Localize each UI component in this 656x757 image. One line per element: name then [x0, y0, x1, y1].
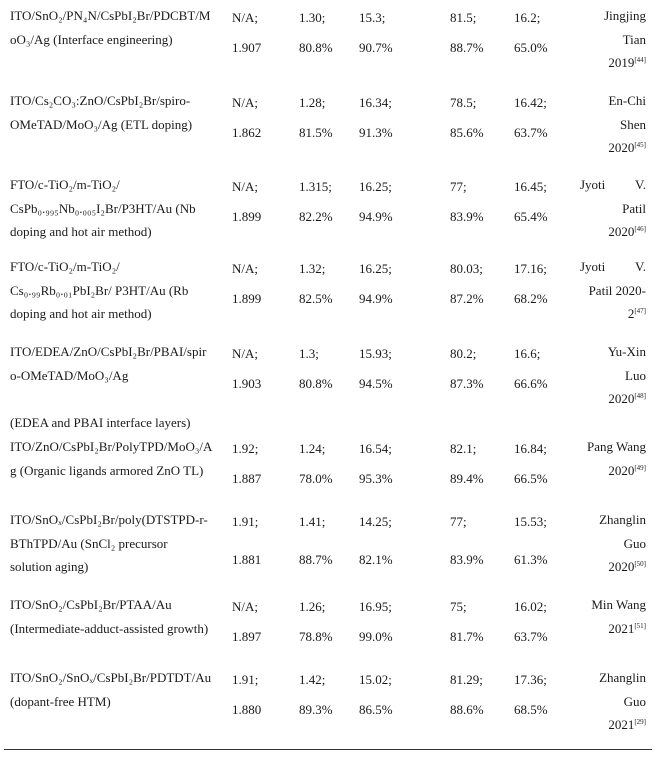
pce-field-top: 78.5; — [450, 95, 477, 110]
device-structure — [10, 255, 222, 326]
ff-field-bottom: 86.5% — [359, 702, 393, 717]
reference-author: Jyoti V. — [580, 259, 646, 274]
citation-number: [29] — [634, 718, 646, 726]
pce-field-bottom: 83.9% — [450, 552, 484, 567]
device-line: ITO/SnOₓ/CsPbI₂Br/poly(DTSTPD-r- — [10, 512, 208, 527]
pce-value-bottom: 65.0% — [514, 40, 548, 55]
citation-number: [50] — [634, 560, 646, 568]
reference-author: Luo — [625, 367, 646, 383]
device-line: FTO/c-TiO₂/m-TiO₂/ — [10, 259, 120, 274]
pce-field-bottom: 85.6% — [450, 125, 484, 140]
voc-field-bottom: 1.903 — [232, 376, 262, 391]
citation-number: [47] — [634, 307, 646, 315]
pce-value-bottom: 61.3% — [514, 552, 548, 567]
voc-field-top: N/A; — [232, 10, 258, 25]
ff-field-top: 14.25; — [359, 514, 392, 529]
device-line: ITO/SnO₂/SnOₓ/CsPbI₂Br/PDTDT/Au — [10, 670, 212, 685]
jsc-field-bottom: 80.8% — [299, 40, 333, 55]
citation-number: [46] — [634, 225, 646, 233]
reference-year: 2019[44] — [608, 55, 646, 70]
device-structure — [10, 173, 222, 244]
reference — [580, 435, 646, 482]
pce-value-bottom: 68.5% — [514, 702, 548, 717]
device-line: ITO/ZnO/CsPbI₂Br/PolyTPD/MoO₃/A — [10, 439, 213, 454]
jsc-field-bottom: 78.0% — [299, 471, 333, 486]
jsc-field-bottom: 78.8% — [299, 629, 333, 644]
voc-field-bottom: 1.880 — [232, 702, 262, 717]
pce-value-top: 17.36; — [514, 672, 547, 687]
voc-field-top: N/A; — [232, 95, 258, 110]
citation-number: [44] — [634, 56, 646, 64]
reference-author: En-Chi — [608, 93, 646, 108]
voc-field-bottom: 1.899 — [232, 209, 262, 224]
voc-field-bottom: 1.862 — [232, 125, 262, 140]
reference-author: Zhanglin — [599, 512, 646, 527]
jsc-field-bottom: 88.7% — [299, 552, 333, 567]
pce-field-bottom: 89.4% — [450, 471, 484, 486]
pce-field-top: 77; — [450, 514, 467, 529]
reference — [580, 593, 646, 640]
pce-field-top: 82.1; — [450, 441, 477, 456]
reference-author: Zhanglin — [599, 670, 646, 685]
jsc-field-top: 1.3; — [299, 346, 319, 361]
pce-field-bottom: 88.7% — [450, 40, 484, 55]
voc-field-top: N/A; — [232, 179, 258, 194]
reference — [580, 508, 646, 579]
jsc-field-top: 1.28; — [299, 95, 326, 110]
device-structure — [10, 508, 222, 579]
pce-value-bottom: 63.7% — [514, 125, 548, 140]
device-line: oO₃/Ag (Interface engineering) — [10, 31, 173, 47]
device-line — [10, 387, 222, 411]
voc-field-bottom: 1.881 — [232, 552, 262, 567]
pce-value-top: 16.6; — [514, 346, 541, 361]
voc-field-top: 1.92; — [232, 441, 259, 456]
device-structure — [10, 435, 222, 482]
device-line: o-OMeTAD/MoO₃/Ag — [10, 367, 129, 383]
reference-year: 2021[29] — [608, 717, 646, 732]
device-line: g (Organic ligands armored ZnO TL) — [10, 462, 204, 478]
pce-field-bottom: 83.9% — [450, 209, 484, 224]
reference — [580, 340, 646, 411]
voc-field-bottom: 1.907 — [232, 40, 262, 55]
table-bottom-rule — [4, 749, 652, 750]
pce-value-bottom: 63.7% — [514, 629, 548, 644]
device-line: CsPb₀.₉₉₅Nb₀.₀₀₅I₂Br/P3HT/Au (Nb — [10, 200, 196, 216]
device-line: doping and hot air method) — [10, 224, 152, 239]
reference-author: Yu-Xin — [607, 344, 646, 359]
reference-author: Pang Wang — [586, 439, 646, 454]
reference-year: 2020[50] — [608, 559, 646, 574]
pce-field-bottom: 87.2% — [450, 291, 484, 306]
device-line: ITO/SnO₂/CsPbI₂Br/PTAA/Au — [10, 597, 172, 612]
pce-field-bottom: 81.7% — [450, 629, 484, 644]
ff-field-bottom: 91.3% — [359, 125, 393, 140]
pce-value-bottom: 65.4% — [514, 209, 548, 224]
pce-value-top: 16.45; — [514, 179, 547, 194]
jsc-field-top: 1.24; — [299, 441, 326, 456]
ff-field-top: 16.25; — [359, 179, 392, 194]
pce-field-top: 81.5; — [450, 10, 477, 25]
device-structure — [10, 89, 222, 136]
ff-field-bottom: 95.3% — [359, 471, 393, 486]
pce-field-top: 81.29; — [450, 672, 483, 687]
reference-year: 2020[49] — [608, 462, 646, 478]
reference-author: Patil 2020- — [588, 282, 646, 298]
reference-author: Min Wang — [591, 597, 646, 612]
voc-field-top: 1.91; — [232, 672, 259, 687]
reference — [580, 173, 646, 244]
voc-field-top: N/A; — [232, 261, 258, 276]
pce-value-top: 16.84; — [514, 441, 547, 456]
pce-value-top: 16.2; — [514, 10, 541, 25]
jsc-field-top: 1.32; — [299, 261, 326, 276]
pce-value-top: 16.42; — [514, 95, 547, 110]
ff-field-bottom: 90.7% — [359, 40, 393, 55]
device-line: ITO/EDEA/ZnO/CsPbI₂Br/PBAI/spir — [10, 344, 207, 359]
device-line: Cs₀.₉₉Rb₀.₀₁PbI₂Br/ P3HT/Au (Rb — [10, 282, 189, 298]
ff-field-bottom: 99.0% — [359, 629, 393, 644]
ff-field-bottom: 94.9% — [359, 291, 393, 306]
pce-field-bottom: 87.3% — [450, 376, 484, 391]
device-structure — [10, 666, 222, 713]
device-line: doping and hot air method) — [10, 306, 152, 321]
device-line: ITO/SnO₂/PN₄N/CsPbI₂Br/PDCBT/M — [10, 8, 211, 23]
reference — [580, 4, 646, 75]
ff-field-bottom: 94.9% — [359, 209, 393, 224]
citation-number: [45] — [634, 141, 646, 149]
voc-field-bottom: 1.899 — [232, 291, 262, 306]
reference-author: Jingjing — [604, 8, 646, 23]
reference-year: 2[47] — [627, 306, 646, 321]
ff-field-top: 15.02; — [359, 672, 392, 687]
jsc-field-bottom: 81.5% — [299, 125, 333, 140]
pce-value-bottom: 66.5% — [514, 471, 548, 486]
reference — [580, 666, 646, 737]
reference-author: Patil — [622, 200, 646, 216]
device-structure — [10, 593, 222, 640]
reference-author: Guo — [623, 693, 646, 709]
reference — [580, 89, 646, 160]
jsc-field-bottom: 89.3% — [299, 702, 333, 717]
voc-field-top: N/A; — [232, 346, 258, 361]
jsc-field-top: 1.26; — [299, 599, 326, 614]
device-line: solution aging) — [10, 559, 89, 574]
reference — [580, 255, 646, 326]
device-structure — [10, 4, 222, 51]
voc-field-bottom: 1.897 — [232, 629, 262, 644]
device-line: (Intermediate-adduct-assisted growth) — [10, 620, 209, 636]
voc-field-top: 1.91; — [232, 514, 259, 529]
voc-field-top: N/A; — [232, 599, 258, 614]
reference-author: Guo — [623, 535, 646, 551]
pce-field-top: 80.03; — [450, 261, 483, 276]
citation-number: [48] — [634, 392, 646, 400]
pce-field-top: 80.2; — [450, 346, 477, 361]
device-line: OMeTAD/MoO₃/Ag (ETL doping) — [10, 116, 193, 132]
citation-number: [51] — [634, 621, 646, 630]
pce-field-top: 77; — [450, 179, 467, 194]
reference-year: 2020[46] — [608, 224, 646, 239]
jsc-field-top: 1.30; — [299, 10, 326, 25]
reference-year: 2021[51] — [608, 620, 646, 636]
device-line: (EDEA and PBAI interface layers) — [10, 414, 191, 430]
jsc-field-top: 1.315; — [299, 179, 332, 194]
jsc-field-top: 1.42; — [299, 672, 326, 687]
pce-field-top: 75; — [450, 599, 467, 614]
device-line: ITO/Cs₂CO₃:ZnO/CsPbI₂Br/spiro- — [10, 93, 191, 108]
jsc-field-bottom: 80.8% — [299, 376, 333, 391]
ff-field-top: 15.93; — [359, 346, 392, 361]
ff-field-bottom: 82.1% — [359, 552, 393, 567]
pce-value-top: 17.16; — [514, 261, 547, 276]
ff-field-top: 15.3; — [359, 10, 386, 25]
reference-year: 2020[48] — [608, 391, 646, 406]
citation-number: [49] — [634, 463, 646, 472]
ff-field-top: 16.25; — [359, 261, 392, 276]
jsc-field-top: 1.41; — [299, 514, 326, 529]
device-structure — [10, 340, 222, 434]
reference-year: 2020[45] — [608, 140, 646, 155]
pce-value-top: 16.02; — [514, 599, 547, 614]
device-line: BThTPD/Au (SnCl₂ precursor — [10, 535, 168, 551]
pce-value-bottom: 66.6% — [514, 376, 548, 391]
ff-field-top: 16.95; — [359, 599, 392, 614]
pce-field-bottom: 88.6% — [450, 702, 484, 717]
ff-field-bottom: 94.5% — [359, 376, 393, 391]
voc-field-bottom: 1.887 — [232, 471, 262, 486]
device-line: (dopant-free HTM) — [10, 693, 111, 709]
ff-field-top: 16.54; — [359, 441, 392, 456]
reference-author: Shen — [620, 116, 646, 132]
reference-author: Jyoti V. — [580, 177, 646, 192]
device-line: FTO/c-TiO₂/m-TiO₂/ — [10, 177, 120, 192]
reference-author: Tian — [622, 31, 646, 47]
pce-value-top: 15.53; — [514, 514, 547, 529]
ff-field-top: 16.34; — [359, 95, 392, 110]
jsc-field-bottom: 82.2% — [299, 209, 333, 224]
pce-value-bottom: 68.2% — [514, 291, 548, 306]
jsc-field-bottom: 82.5% — [299, 291, 333, 306]
